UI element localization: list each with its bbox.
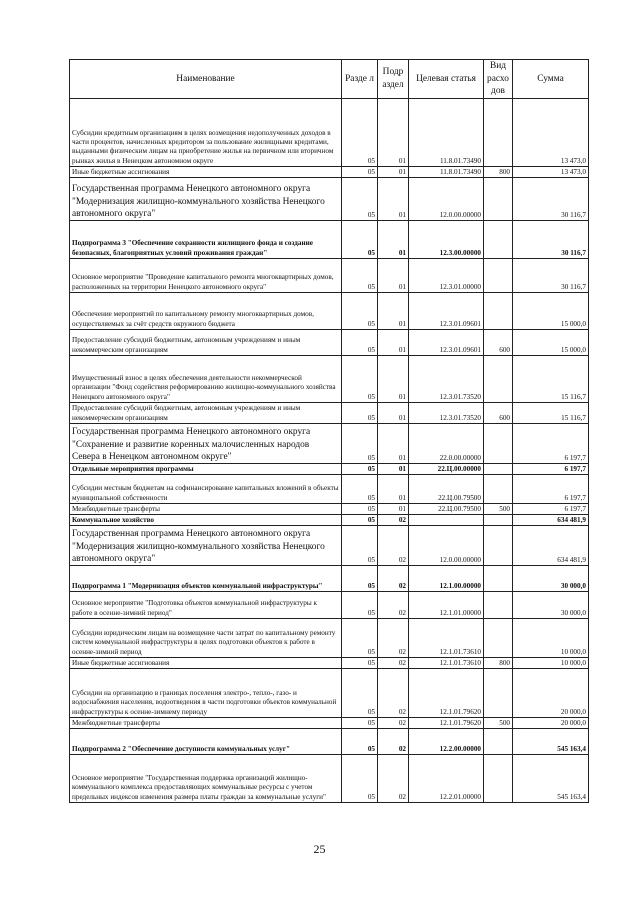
cell-name: Предоставление субсидий бюджетным, автономным учреждениям и иным некоммерческим организациям [70,330,342,356]
cell-expense-type [484,99,513,167]
cell-subsection: 02 [378,729,409,755]
cell-section: 05 [342,755,378,803]
cell-sum: 10 000,0 [513,658,589,669]
cell-section: 05 [342,718,378,729]
cell-section: 05 [342,592,378,619]
cell-section: 05 [342,403,378,424]
cell-expense-type [484,178,513,221]
cell-name: Подпрограмма 1 "Модернизация объектов коммунальной инфраструктуры" [70,566,342,592]
cell-sum: 6 197,7 [513,504,589,515]
cell-subsection: 01 [378,293,409,330]
cell-target: 12.0.00.00000 [409,526,484,566]
cell-subsection: 01 [378,424,409,464]
cell-expense-type [484,729,513,755]
cell-expense-type [484,464,513,475]
table-row [70,619,589,658]
cell-sum: 15 116,7 [513,403,589,424]
cell-target: 22.0.00.00000 [409,424,484,464]
cell-subsection: 02 [378,526,409,566]
cell-target: 12.2.00.00000 [409,729,484,755]
cell-expense-type: 500 [484,718,513,729]
cell-section: 05 [342,356,378,403]
table-row [70,669,589,718]
cell-expense-type: 600 [484,330,513,356]
table-row [70,729,589,755]
cell-expense-type [484,475,513,504]
cell-expense-type [484,526,513,566]
cell-expense-type: 800 [484,167,513,178]
cell-name: Государственная программа Ненецкого автономного округа "Модернизация жилищно-коммунального хозяйства Ненецкого автономного округа" [70,526,342,566]
cell-expense-type [484,424,513,464]
cell-target: 22.Ц.00.00000 [409,464,484,475]
cell-name: Субсидии юридическим лицам на возмещение части затрат по капитальному ремонту систем коммунальной инфраструктуры в целях подготовки объектов к работе в осенне-зимний период [70,619,342,658]
cell-name: Субсидии на организацию в границах поселения электро-, тепло-, газо- и водоснабжения населения, водоотведения в части подготовки объектов коммунальной инфраструктуры к осенне-зимнему периоду [70,669,342,718]
cell-sum: 15 000,0 [513,293,589,330]
cell-name: Подпрограмма 2 "Обеспечение доступности коммунальных услуг" [70,729,342,755]
header-subsection: Подр аздел [378,60,409,99]
cell-target: 12.1.01.73610 [409,619,484,658]
cell-subsection: 01 [378,221,409,259]
cell-target: 12.3.01.09601 [409,293,484,330]
cell-sum: 30 116,7 [513,221,589,259]
cell-sum: 20 000,0 [513,718,589,729]
cell-expense-type: 500 [484,504,513,515]
header-target: Целевая статья [409,60,484,99]
cell-target: 12.1.01.00000 [409,592,484,619]
cell-name: Субсидии местным бюджетам на софинансирование капитальных вложений в объекты муниципальной собственности [70,475,342,504]
table-row [70,592,589,619]
cell-section: 05 [342,515,378,526]
cell-target: 12.3.01.73520 [409,356,484,403]
cell-subsection: 02 [378,669,409,718]
cell-name: Отдельные мероприятия программы [70,464,342,475]
cell-target: 12.1.01.79620 [409,718,484,729]
cell-name: Субсидии кредитным организациям в целях возмещения недополученных доходов в части процентов, начисленных кредитором за пользование жилищными кредитами, выданными физическим лицам на приобретение жилья на первичном или вторичном рынках жилья в Ненецком автономном округе [70,99,342,167]
cell-name: Государственная программа Ненецкого автономного округа "Модернизация жилищно-коммунального хозяйства Ненецкого автономного округа" [70,178,342,221]
header-expense-type: Вид расхо дов [484,60,513,99]
table-row [70,424,589,464]
cell-section: 05 [342,658,378,669]
cell-section: 05 [342,475,378,504]
cell-expense-type: 600 [484,403,513,424]
cell-subsection: 02 [378,592,409,619]
cell-subsection: 01 [378,504,409,515]
cell-section: 05 [342,669,378,718]
cell-target: 12.3.01.00000 [409,259,484,293]
cell-section: 05 [342,99,378,167]
cell-section: 05 [342,424,378,464]
cell-target: 22.Ц.00.79500 [409,504,484,515]
cell-subsection: 01 [378,356,409,403]
table-row [70,221,589,259]
cell-section: 05 [342,221,378,259]
header-name: Наименование [70,60,342,99]
cell-target: 22.Ц.00.79500 [409,475,484,504]
table-header [70,60,589,99]
cell-subsection: 02 [378,515,409,526]
table-row [70,293,589,330]
cell-target: 12.3.01.09601 [409,330,484,356]
cell-sum: 6 197,7 [513,424,589,464]
cell-section: 05 [342,729,378,755]
cell-expense-type [484,669,513,718]
cell-section: 05 [342,259,378,293]
cell-section: 05 [342,167,378,178]
cell-sum: 10 000,0 [513,619,589,658]
cell-sum: 634 481,9 [513,515,589,526]
cell-expense-type [484,755,513,803]
table-row [70,330,589,356]
cell-section: 05 [342,178,378,221]
header-row [70,60,589,99]
table-row [70,403,589,424]
cell-section: 05 [342,619,378,658]
table-row [70,356,589,403]
cell-expense-type: 800 [484,658,513,669]
cell-target: 12.3.00.00000 [409,221,484,259]
page-number: 25 [313,842,326,856]
cell-name: Основное мероприятие "Проведение капитального ремонта многоквартирных домов, расположенных на территории Ненецкого автономного округа" [70,259,342,293]
cell-sum: 20 000,0 [513,669,589,718]
cell-sum: 545 163,4 [513,729,589,755]
cell-sum: 30 116,7 [513,259,589,293]
cell-expense-type [484,566,513,592]
table-row [70,526,589,566]
cell-section: 05 [342,293,378,330]
cell-expense-type [484,592,513,619]
cell-target: 12.1.01.79620 [409,669,484,718]
cell-expense-type [484,356,513,403]
table-row [70,566,589,592]
cell-sum: 6 197,7 [513,475,589,504]
table-row [70,515,589,526]
cell-name: Государственная программа Ненецкого автономного округа "Сохранение и развитие коренных малочисленных народов Севера в Ненецком автономном округе" [70,424,342,464]
cell-name: Коммунальное хозяйство [70,515,342,526]
cell-section: 05 [342,566,378,592]
cell-subsection: 01 [378,475,409,504]
table-row [70,504,589,515]
table-row [70,464,589,475]
cell-name: Межбюджетные трансферты [70,504,342,515]
cell-target: 11.8.01.73490 [409,99,484,167]
cell-name: Подпрограмма 3 "Обеспечение сохранности жилищного фонда и создание безопасных, благоприятных условий проживания граждан" [70,221,342,259]
cell-subsection: 02 [378,619,409,658]
cell-subsection: 01 [378,167,409,178]
cell-section: 05 [342,464,378,475]
cell-sum: 30 116,7 [513,178,589,221]
cell-name: Предоставление субсидий бюджетным, автономным учреждениям и иным некоммерческим организациям [70,403,342,424]
cell-expense-type [484,293,513,330]
cell-name: Основное мероприятие "Государственная поддержка организаций жилищно-коммунального комплекса предоставляющих коммунальные ресурсы с учетом предельных индексов изменения размера платы граждан за коммунальные услуги" [70,755,342,803]
cell-name: Имущественный взнос в целях обеспечения деятельности некоммерческой организации "Фонд содействия реформированию жилищно-коммунального хозяйства Ненецкого автономного округа" [70,356,342,403]
cell-subsection: 01 [378,99,409,167]
cell-subsection: 01 [378,403,409,424]
cell-name: Иные бюджетные ассигнования [70,167,342,178]
cell-expense-type [484,221,513,259]
table-row [70,99,589,167]
table-row [70,718,589,729]
cell-target: 11.8.01.73490 [409,167,484,178]
cell-subsection: 01 [378,464,409,475]
table-row [70,755,589,803]
cell-sum: 545 163,4 [513,755,589,803]
cell-name: Межбюджетные трансферты [70,718,342,729]
cell-name: Обеспечение мероприятий по капитальному ремонту многоквартирных домов, осуществляемых за счёт средств окружного бюджета [70,293,342,330]
cell-subsection: 02 [378,566,409,592]
cell-expense-type [484,619,513,658]
cell-sum: 15 116,7 [513,356,589,403]
table-body [70,99,589,803]
cell-subsection: 01 [378,259,409,293]
cell-subsection: 02 [378,718,409,729]
cell-sum: 15 000,0 [513,330,589,356]
cell-section: 05 [342,330,378,356]
cell-sum: 634 481,9 [513,526,589,566]
table-row [70,178,589,221]
table-row [70,167,589,178]
cell-target: 12.0.00.00000 [409,178,484,221]
cell-name: Иные бюджетные ассигнования [70,658,342,669]
cell-sum: 6 197,7 [513,464,589,475]
budget-table [69,59,589,803]
cell-sum: 30 000,0 [513,566,589,592]
cell-target [409,515,484,526]
cell-target: 12.2.01.00000 [409,755,484,803]
cell-expense-type [484,515,513,526]
table-row [70,658,589,669]
cell-target: 12.1.00.00000 [409,566,484,592]
cell-target: 12.1.01.73610 [409,658,484,669]
cell-sum: 13 473,0 [513,99,589,167]
cell-sum: 13 473,0 [513,167,589,178]
cell-section: 05 [342,504,378,515]
header-sum: Сумма [513,60,589,99]
cell-subsection: 02 [378,658,409,669]
cell-section: 05 [342,526,378,566]
cell-sum: 30 000,0 [513,592,589,619]
table-row [70,475,589,504]
table-row [70,259,589,293]
cell-subsection: 02 [378,755,409,803]
cell-expense-type [484,259,513,293]
cell-target: 12.3.01.73520 [409,403,484,424]
header-section: Разде л [342,60,378,99]
cell-subsection: 01 [378,178,409,221]
cell-subsection: 01 [378,330,409,356]
cell-name: Основное мероприятие "Подготовка объектов коммунальной инфраструктуры к работе в осенне-зимний период" [70,592,342,619]
